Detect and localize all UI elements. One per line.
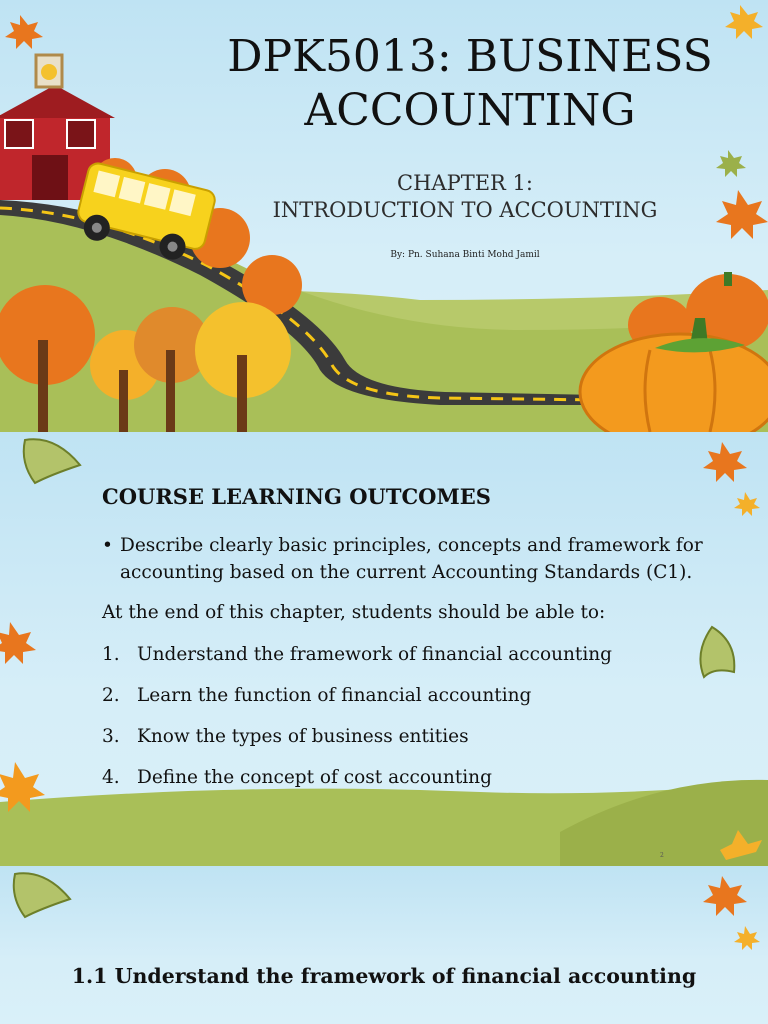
leaf-icon xyxy=(703,442,747,482)
list-item xyxy=(102,644,662,685)
section-slide-background xyxy=(0,866,768,1024)
list-item xyxy=(102,767,662,808)
item-text: Understand the framework of financial accounting xyxy=(137,644,613,665)
list-item xyxy=(102,685,662,726)
leaf-icon xyxy=(734,926,760,950)
title-line-1: DPK5013: BUSINESS xyxy=(227,31,713,82)
section-heading: COURSE LEARNING OUTCOMES xyxy=(102,484,491,509)
course-outcome-bullet xyxy=(102,532,722,586)
outcomes-slide xyxy=(0,432,768,866)
item-number: 1. xyxy=(102,644,120,665)
leaf-icon xyxy=(0,622,36,664)
chapter-number: CHAPTER 1: xyxy=(397,171,533,195)
title-line-2: ACCOUNTING xyxy=(304,85,636,136)
leaf-icon xyxy=(24,439,80,483)
item-text: Know the types of business entities xyxy=(137,726,469,747)
chapter-title: INTRODUCTION TO ACCOUNTING xyxy=(272,198,658,222)
page-number: 2 xyxy=(660,852,664,859)
section-slide xyxy=(0,866,768,1024)
leaf-icon xyxy=(716,190,768,239)
leaf-icon xyxy=(14,873,70,917)
item-text: Define the concept of cost accounting xyxy=(137,767,492,788)
bullet-text: Describe clearly basic principles, concepts and framework for accounting based on the current Accounting Standards (C1). xyxy=(120,535,703,583)
bullet-marker: • xyxy=(102,535,113,556)
list-item xyxy=(102,726,662,767)
leaf-icon xyxy=(703,876,747,916)
title-slide xyxy=(0,0,768,432)
item-text: Learn the function of financial accounting xyxy=(137,685,532,706)
section-heading: 1.1 Understand the framework of financial accounting xyxy=(71,964,697,988)
item-number: 3. xyxy=(102,726,120,747)
author-credit: By: Pn. Suhana Binti Mohd Jamil xyxy=(390,250,540,260)
leaf-icon xyxy=(716,150,746,177)
chapter-subtitle xyxy=(245,170,685,224)
presentation-title xyxy=(205,30,735,138)
leaf-icon xyxy=(734,492,760,516)
bell-icon xyxy=(41,64,57,80)
item-number: 4. xyxy=(102,767,120,788)
leaf-icon xyxy=(700,627,734,677)
item-number: 2. xyxy=(102,685,120,706)
outcomes-list xyxy=(102,644,662,808)
leaf-icon xyxy=(5,15,43,49)
outcomes-intro: At the end of this chapter, students should be able to: xyxy=(102,602,606,623)
